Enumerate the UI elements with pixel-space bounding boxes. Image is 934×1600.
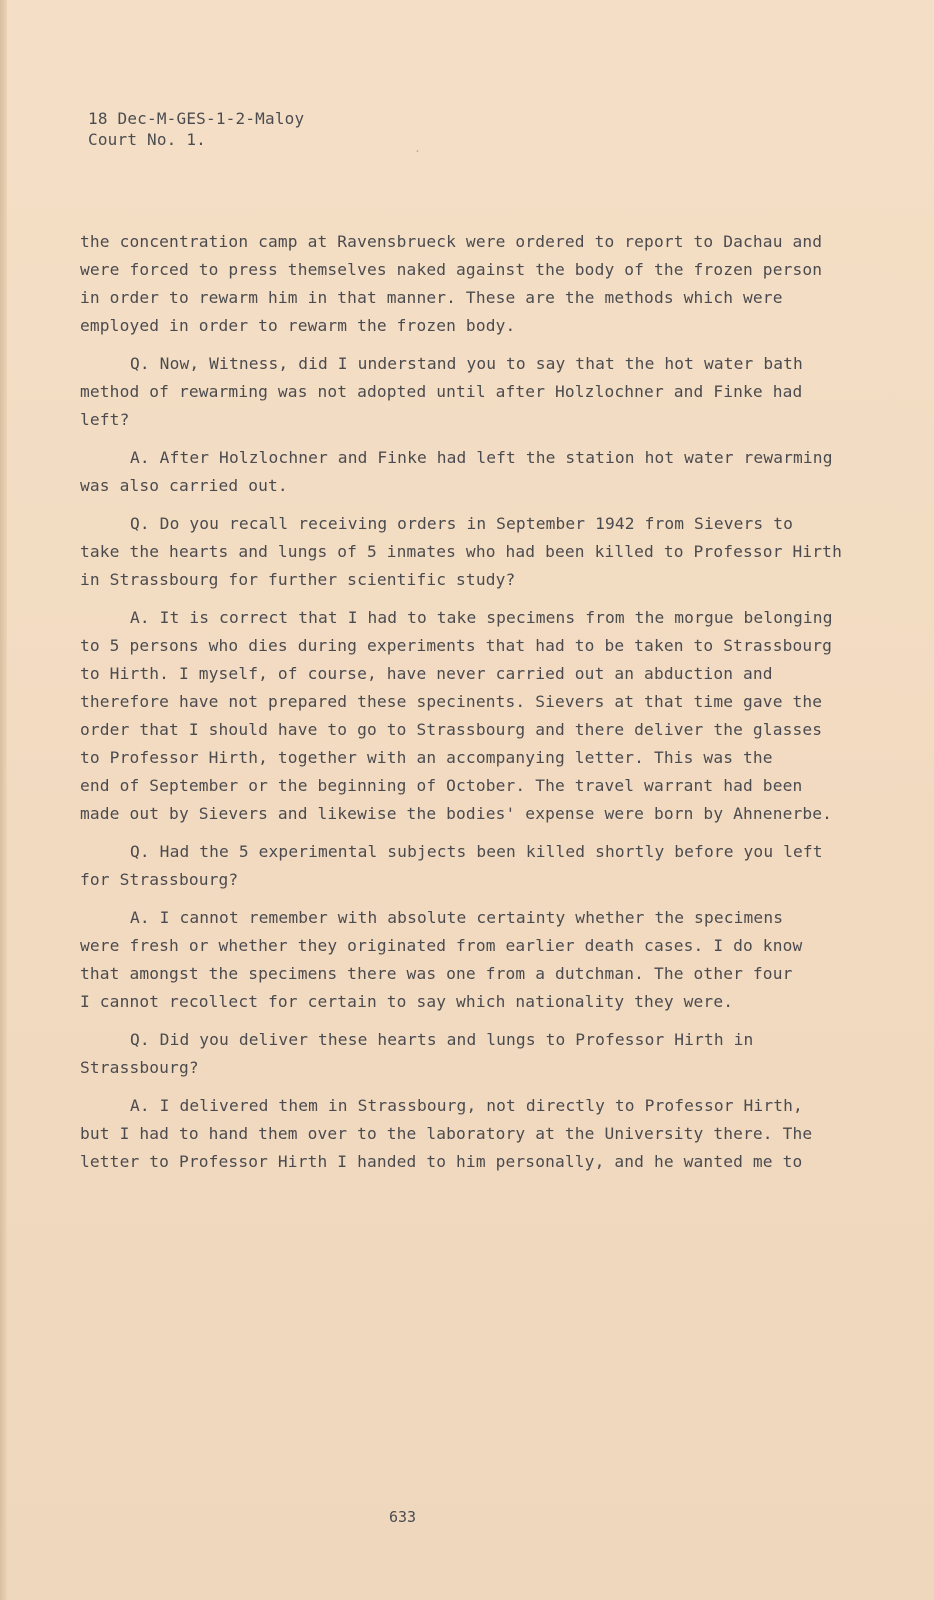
- text-line: in Strassbourg for further scientific study?: [80, 570, 516, 589]
- text-line: I cannot recollect for certain to say which nationality they were.: [80, 992, 734, 1011]
- text-line: that amongst the specimens there was one from a dutchman. The other four: [80, 964, 793, 983]
- paragraph-question: [80, 1026, 880, 1082]
- text-line: to Hirth. I myself, of course, have never carried out an abduction and: [80, 664, 773, 683]
- paragraph: [80, 228, 880, 340]
- paragraph-answer: [80, 904, 880, 1016]
- paragraph-question: [80, 510, 880, 594]
- text-line: order that I should have to go to Strassbourg and there deliver the glasses: [80, 720, 823, 739]
- text-line: therefore have not prepared these specinents. Sievers at that time gave the: [80, 692, 823, 711]
- text-line: A. It is correct that I had to take specimens from the morgue belonging: [130, 608, 833, 627]
- text-line: Q. Did you deliver these hearts and lungs to Professor Hirth in: [130, 1030, 754, 1049]
- text-line: Q. Had the 5 experimental subjects been killed shortly before you left: [130, 842, 823, 861]
- text-line: in order to rewarm him in that manner. These are the methods which were: [80, 288, 783, 307]
- text-line: was also carried out.: [80, 476, 288, 495]
- text-line: Strassbourg?: [80, 1058, 199, 1077]
- paragraph-answer: [80, 444, 880, 500]
- text-line: left?: [80, 410, 130, 429]
- text-line: method of rewarming was not adopted until after Holzlochner and Finke had: [80, 382, 803, 401]
- text-line: to 5 persons who dies during experiments that had to be taken to Strassbourg: [80, 636, 833, 655]
- text-line: were forced to press themselves naked against the body of the frozen person: [80, 260, 823, 279]
- text-line: A. I cannot remember with absolute certainty whether the specimens: [130, 908, 784, 927]
- header-reference: 18 Dec-M-GES-1-2-Maloy: [88, 109, 305, 128]
- text-line: made out by Sievers and likewise the bodies' expense were born by Ahnenerbe.: [80, 804, 833, 823]
- text-line: for Strassbourg?: [80, 870, 239, 889]
- text-line: Q. Now, Witness, did I understand you to say that the hot water bath: [130, 354, 803, 373]
- text-line: the concentration camp at Ravensbrueck were ordered to report to Dachau and: [80, 232, 823, 251]
- text-line: letter to Professor Hirth I handed to him personally, and he wanted me to: [80, 1152, 803, 1171]
- stray-mark: ´: [414, 150, 421, 161]
- paragraph-question: [80, 838, 880, 894]
- text-line: A. I delivered them in Strassbourg, not directly to Professor Hirth,: [130, 1096, 803, 1115]
- text-line: A. After Holzlochner and Finke had left the station hot water rewarming: [130, 448, 833, 467]
- header-court: Court No. 1.: [88, 130, 206, 149]
- text-line: to Professor Hirth, together with an accompanying letter. This was the: [80, 748, 773, 767]
- paragraph-answer: [80, 604, 880, 828]
- page-edge: [0, 0, 7, 1600]
- paragraph-question: [80, 350, 880, 434]
- text-line: but I had to hand them over to the laboratory at the University there. The: [80, 1124, 813, 1143]
- page-number: 633: [389, 1508, 417, 1526]
- text-line: Q. Do you recall receiving orders in September 1942 from Sievers to: [130, 514, 794, 533]
- transcript-body: [80, 228, 880, 1186]
- text-line: end of September or the beginning of October. The travel warrant had been: [80, 776, 803, 795]
- text-line: were fresh or whether they originated from earlier death cases. I do know: [80, 936, 803, 955]
- text-line: employed in order to rewarm the frozen body.: [80, 316, 516, 335]
- paragraph-answer: [80, 1092, 880, 1176]
- document-header: [88, 108, 304, 150]
- text-line: take the hearts and lungs of 5 inmates who had been killed to Professor Hirth: [80, 542, 842, 561]
